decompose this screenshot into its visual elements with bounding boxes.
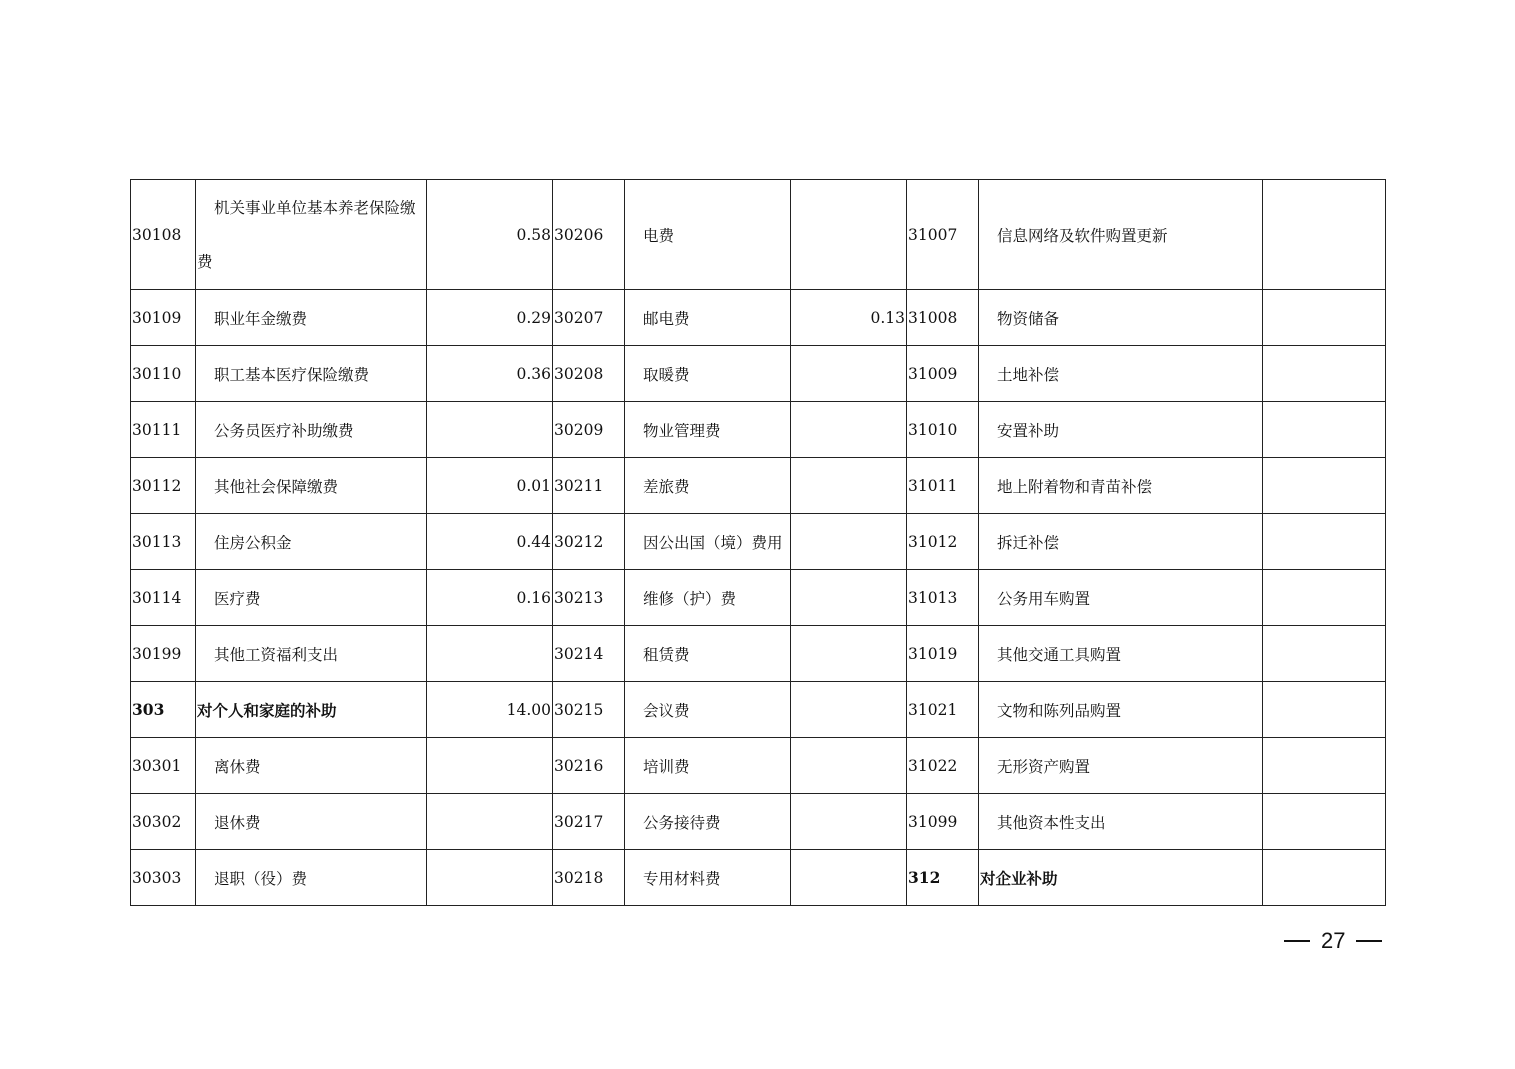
amount-cell: 0.36: [427, 346, 553, 402]
name-cell: 公务接待费: [625, 794, 791, 850]
name-cell: 公务员医疗补助缴费: [196, 402, 427, 458]
name-cell: 医疗费: [196, 570, 427, 626]
code-cell: 30110: [131, 346, 196, 402]
code-cell: 31010: [907, 402, 979, 458]
amount-cell: [427, 738, 553, 794]
name-cell: 培训费: [625, 738, 791, 794]
name-cell: 其他工资福利支出: [196, 626, 427, 682]
code-cell: 30214: [553, 626, 625, 682]
name-cell: 信息网络及软件购置更新: [979, 180, 1263, 290]
amount-cell: [1263, 290, 1386, 346]
name-cell: 离休费: [196, 738, 427, 794]
name-cell: 租赁费: [625, 626, 791, 682]
code-cell: 30206: [553, 180, 625, 290]
code-cell: 31021: [907, 682, 979, 738]
name-cell: 专用材料费: [625, 850, 791, 906]
code-cell: 30218: [553, 850, 625, 906]
amount-cell: [1263, 626, 1386, 682]
amount-cell: [791, 850, 907, 906]
code-cell: 30215: [553, 682, 625, 738]
amount-cell: [1263, 180, 1386, 290]
right-dash: [1356, 940, 1382, 942]
name-cell: 其他资本性支出: [979, 794, 1263, 850]
category-name-cell: 对个人和家庭的补助: [196, 682, 427, 738]
amount-cell: [1263, 514, 1386, 570]
name-cell: 住房公积金: [196, 514, 427, 570]
table-row: [131, 682, 1386, 738]
name-cell: 因公出国（境）费用: [625, 514, 791, 570]
name-cell: 土地补偿: [979, 346, 1263, 402]
amount-cell: 0.44: [427, 514, 553, 570]
code-cell: 30209: [553, 402, 625, 458]
name-cell: 退职（役）费: [196, 850, 427, 906]
amount-cell: [427, 850, 553, 906]
name-cell: [196, 180, 427, 290]
code-cell: 30208: [553, 346, 625, 402]
name-cell: 职工基本医疗保险缴费: [196, 346, 427, 402]
code-cell: 31008: [907, 290, 979, 346]
code-cell: 30216: [553, 738, 625, 794]
name-cell: 拆迁补偿: [979, 514, 1263, 570]
amount-cell: [791, 738, 907, 794]
amount-cell: [1263, 738, 1386, 794]
code-cell: 30213: [553, 570, 625, 626]
amount-cell: [1263, 850, 1386, 906]
amount-cell: [791, 794, 907, 850]
name-cell: 安置补助: [979, 402, 1263, 458]
table-row: [131, 570, 1386, 626]
amount-cell: [791, 570, 907, 626]
code-cell: 30199: [131, 626, 196, 682]
name-cell: 取暖费: [625, 346, 791, 402]
amount-cell: 0.58: [427, 180, 553, 290]
code-cell: 31011: [907, 458, 979, 514]
amount-cell: 0.01: [427, 458, 553, 514]
category-name-cell: 对企业补助: [979, 850, 1263, 906]
code-cell: 30112: [131, 458, 196, 514]
code-cell: 31013: [907, 570, 979, 626]
budget-table: [130, 179, 1386, 906]
code-cell: 30113: [131, 514, 196, 570]
code-cell: 31007: [907, 180, 979, 290]
amount-cell: 0.16: [427, 570, 553, 626]
name-cell: 文物和陈列品购置: [979, 682, 1263, 738]
page-footer: [1284, 928, 1382, 954]
amount-cell: [1263, 402, 1386, 458]
table-row: [131, 738, 1386, 794]
table-row: [131, 290, 1386, 346]
amount-cell: [791, 346, 907, 402]
name-cell: 退休费: [196, 794, 427, 850]
code-cell: 30207: [553, 290, 625, 346]
code-cell: 30114: [131, 570, 196, 626]
name-cell: 电费: [625, 180, 791, 290]
amount-cell: [427, 626, 553, 682]
table-row: [131, 626, 1386, 682]
table-row: [131, 346, 1386, 402]
code-cell: 30111: [131, 402, 196, 458]
amount-cell: 14.00: [427, 682, 553, 738]
amount-cell: [791, 458, 907, 514]
amount-cell: [791, 402, 907, 458]
table-row: [131, 458, 1386, 514]
code-cell: 30108: [131, 180, 196, 290]
name-line-2: 费: [197, 252, 213, 271]
table-row: [131, 402, 1386, 458]
code-cell: 30217: [553, 794, 625, 850]
amount-cell: [791, 180, 907, 290]
amount-cell: [427, 794, 553, 850]
code-cell: 30302: [131, 794, 196, 850]
left-dash: [1284, 940, 1310, 942]
code-cell: 30301: [131, 738, 196, 794]
table-row: [131, 514, 1386, 570]
name-cell: 维修（护）费: [625, 570, 791, 626]
name-cell: 其他交通工具购置: [979, 626, 1263, 682]
name-cell: 会议费: [625, 682, 791, 738]
name-cell: 职业年金缴费: [196, 290, 427, 346]
amount-cell: [791, 514, 907, 570]
name-cell: 无形资产购置: [979, 738, 1263, 794]
name-line-1: 机关事业单位基本养老保险缴: [214, 198, 416, 217]
amount-cell: [791, 682, 907, 738]
code-cell: 31009: [907, 346, 979, 402]
table-row: [131, 794, 1386, 850]
code-cell: 31022: [907, 738, 979, 794]
amount-cell: 0.29: [427, 290, 553, 346]
code-cell: 30212: [553, 514, 625, 570]
category-code-cell: 303: [131, 682, 196, 738]
name-cell: 其他社会保障缴费: [196, 458, 427, 514]
category-code-cell: 312: [907, 850, 979, 906]
amount-cell: [1263, 794, 1386, 850]
code-cell: 30211: [553, 458, 625, 514]
table-row: [131, 850, 1386, 906]
table-row: [131, 180, 1386, 290]
name-cell: 物业管理费: [625, 402, 791, 458]
code-cell: 31012: [907, 514, 979, 570]
amount-cell: [427, 402, 553, 458]
name-cell: 地上附着物和青苗补偿: [979, 458, 1263, 514]
amount-cell: [1263, 570, 1386, 626]
amount-cell: [1263, 458, 1386, 514]
code-cell: 30303: [131, 850, 196, 906]
code-cell: 31019: [907, 626, 979, 682]
page-number: 27: [1321, 928, 1346, 953]
amount-cell: [791, 626, 907, 682]
name-cell: 差旅费: [625, 458, 791, 514]
amount-cell: [1263, 346, 1386, 402]
amount-cell: 0.13: [791, 290, 907, 346]
name-cell: 物资储备: [979, 290, 1263, 346]
name-cell: 邮电费: [625, 290, 791, 346]
code-cell: 31099: [907, 794, 979, 850]
name-cell: 公务用车购置: [979, 570, 1263, 626]
code-cell: 30109: [131, 290, 196, 346]
amount-cell: [1263, 682, 1386, 738]
